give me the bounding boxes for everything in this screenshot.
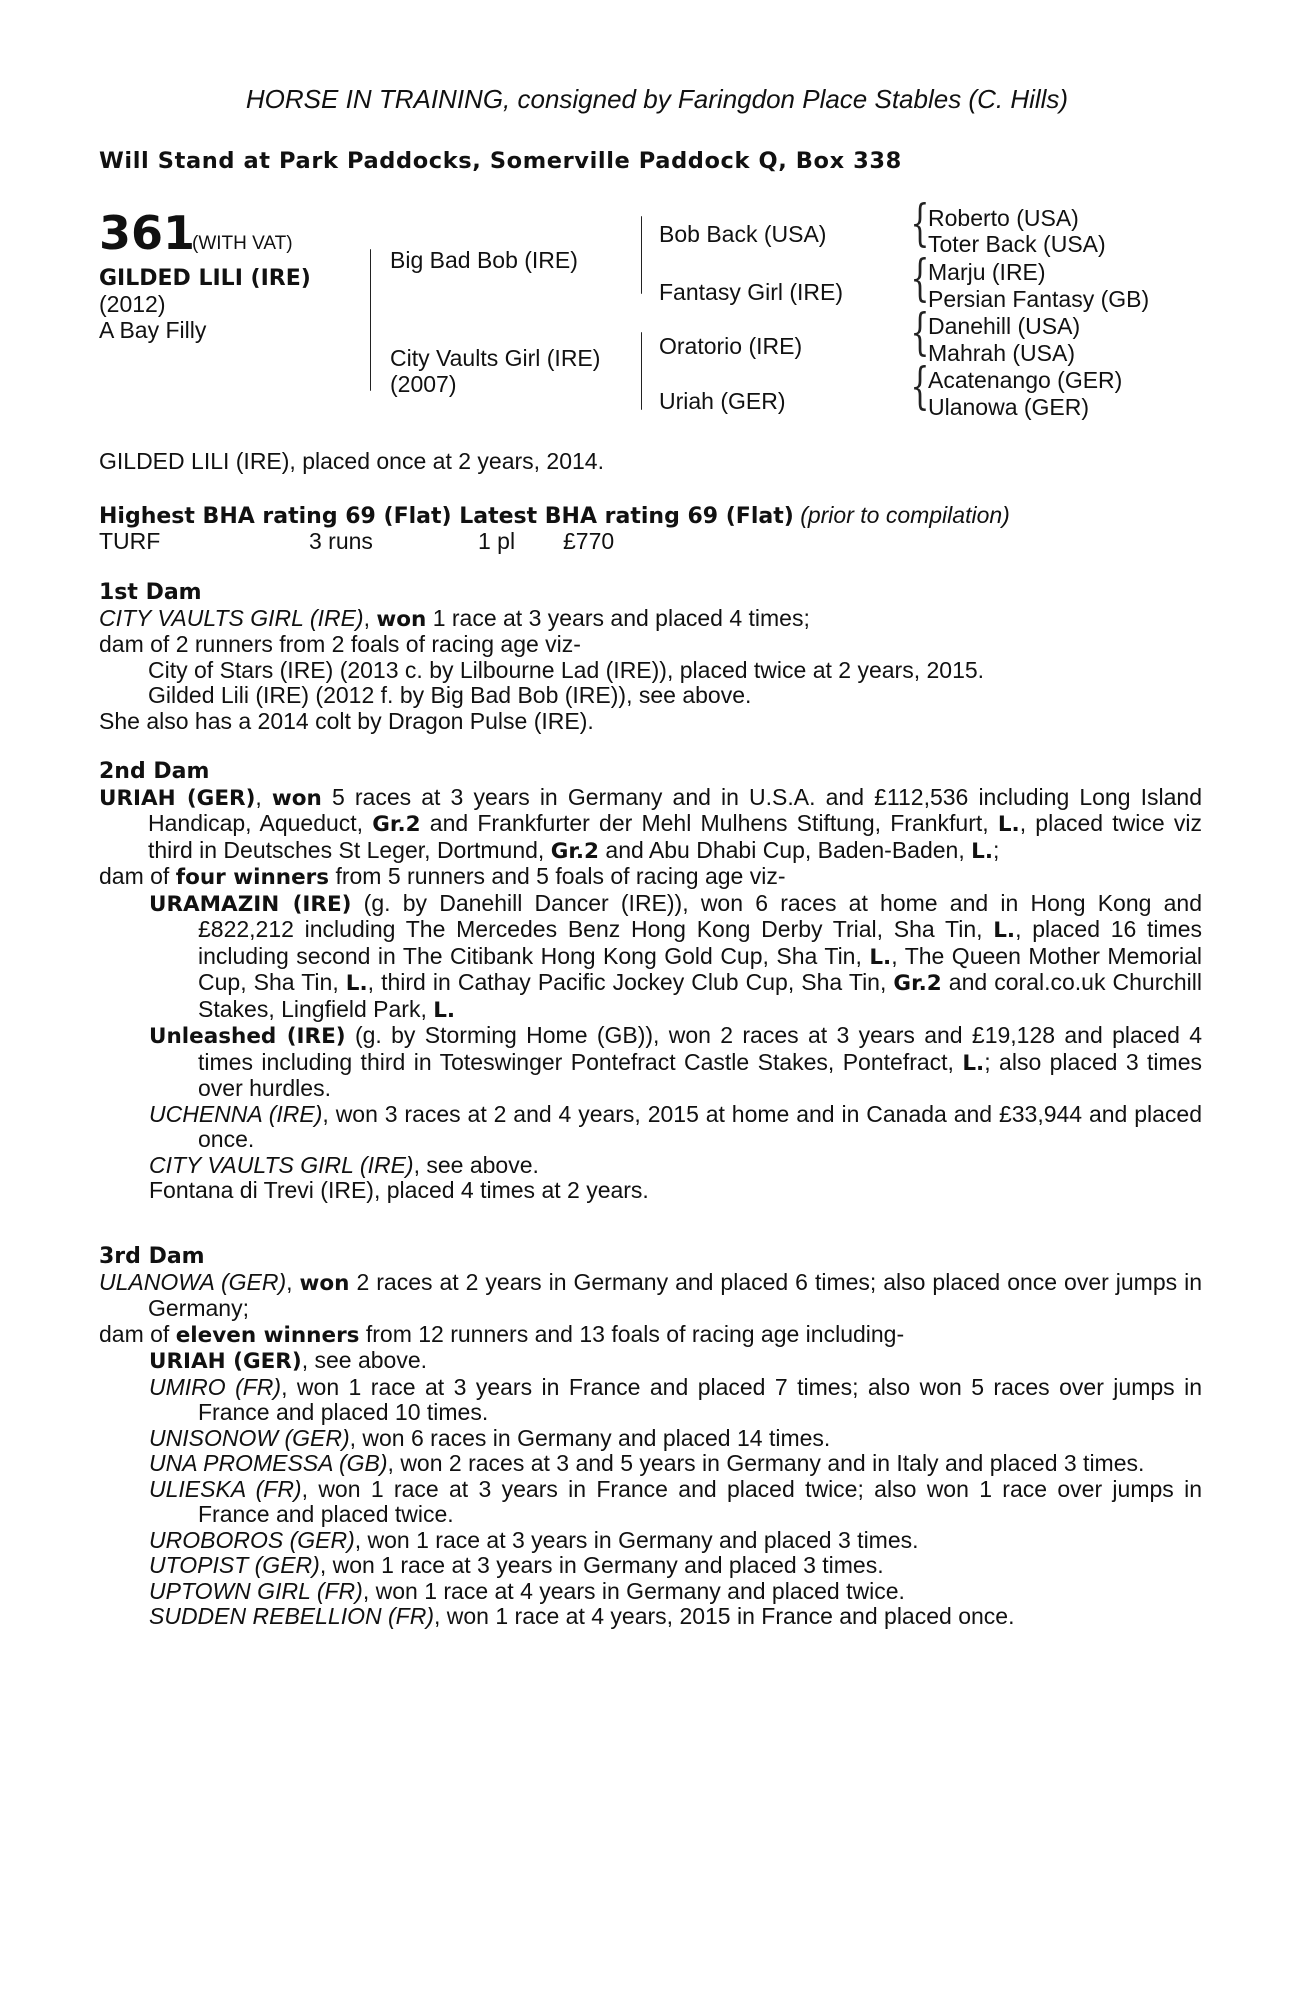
second-dam-dam-of: dam of four winners from 5 runners and 5 foals of racing age viz- — [99, 863, 786, 890]
bracket-1 — [370, 249, 371, 391]
third-dam-record: ULANOWA (GER), won 2 races at 2 years in Germany and placed 6 times; also placed once over jumps in Germany; — [99, 1268, 1202, 1321]
unleashed-entry: Unleashed (IRE) (g. by Storming Home (GB)), won 2 races at 3 years and £19,128 and placed 4 times including third in Toteswinger Pontefract Castle Stakes, Pontefract, L.; also placed 3 times over hurdles. — [149, 1022, 1202, 1101]
grandparent-3: Marju (IRE) — [928, 259, 1046, 285]
second-dam-heading: 2nd Dam — [99, 759, 210, 784]
dam-dam: Uriah (GER) — [659, 388, 786, 414]
first-dam-heading: 1st Dam — [99, 580, 202, 605]
first-dam-offspring-2: Gilded Lili (IRE) (2012 f. by Big Bad Bob (IRE)), see above. — [148, 682, 752, 708]
third-dam-section — [99, 1244, 1202, 1630]
first-dam-also: She also has a 2014 colt by Dragon Pulse (IRE). — [99, 707, 594, 734]
second-dam-record: URIAH (GER), won 5 races at 3 years in Germany and in U.S.A. and £112,536 including Long Island Handicap, Aqueduct, Gr.2 and Frankfurter der Mehl Mulhens Stiftung, Frankfurt, L., placed twice viz third in Deutsches St Leger, Dortmund, Gr.2 and Abu Dhabi Cup, Baden-Baden, L.; — [99, 783, 1203, 864]
first-dam-record: CITY VAULTS GIRL (IRE), won 1 race at 3 years and placed 4 times; — [99, 604, 810, 632]
progeny-entry: UNA PROMESSA (GB), won 2 races at 3 and 5 years in Germany and in Italy and placed 3 times. — [149, 1450, 1145, 1476]
grandparent-7: Acatenango (GER) — [928, 367, 1123, 393]
dam-year: (2007) — [390, 371, 457, 397]
rating-text: Highest BHA rating 69 (Flat) Latest BHA rating 69 (Flat) — [99, 504, 794, 529]
horse-year: (2012) — [99, 291, 166, 317]
second-dam-section — [99, 759, 1202, 1204]
brace-4: { — [910, 357, 930, 415]
horse-name: GILDED LILI (IRE) — [99, 266, 311, 291]
uriah-entry: URIAH (GER), see above. — [149, 1347, 427, 1374]
first-dam-offspring-1: City of Stars (IRE) (2013 c. by Lilbourne Lad (IRE)), placed twice at 2 years, 2015. — [148, 656, 985, 683]
first-dam-dam-of: dam of 2 runners from 2 foals of racing age viz- — [99, 631, 581, 657]
progeny-entry: UNISONOW (GER), won 6 races in Germany and placed 14 times. — [149, 1424, 831, 1451]
progeny-entry: UMIRO (FR), won 1 race at 3 years in France and placed 7 times; also won 5 races over jumps in France and placed 10 times. — [149, 1373, 1203, 1425]
grandparent-4: Persian Fantasy (GB) — [928, 286, 1150, 312]
runs: 3 runs — [309, 528, 373, 554]
bracket-2b — [641, 332, 642, 410]
rating-note: (prior to compilation) — [800, 502, 1010, 528]
summary-line: GILDED LILI (IRE), placed once at 2 years, 2014. — [99, 448, 604, 474]
earnings: £770 — [563, 528, 615, 554]
third-dam-heading: 3rd Dam — [99, 1244, 205, 1269]
location-line: Will Stand at Park Paddocks, Somerville Paddock Q, Box 338 — [99, 148, 902, 174]
lot-number: 361 — [99, 206, 196, 260]
consignment-title: HORSE IN TRAINING, consigned by Faringdon Place Stables (C. Hills) — [245, 84, 1069, 114]
progeny-entry: UPTOWN GIRL (FR), won 1 race at 4 years in Germany and placed twice. — [149, 1577, 905, 1604]
horse-description: A Bay Filly — [99, 317, 207, 343]
uramazin-entry: URAMAZIN (IRE) (g. by Danehill Dancer (IRE)), won 6 races at home and in Hong Kong and £822,212 including The Mercedes Benz Hong Kong Derby Trial, Sha Tin, L., placed 16 times including second in The Citibank Hong Kong Gold Cup, Sha Tin, L., The Queen Mother Memorial Cup, Sha Tin, L., third in Cathay Pacific Jockey Club Cup, Sha Tin, Gr.2 and coral.co.uk Churchill Stakes, Lingfield Park, L. — [149, 889, 1202, 1023]
sire-sire: Bob Back (USA) — [659, 221, 827, 247]
grandparent-2: Toter Back (USA) — [928, 231, 1106, 257]
first-dam-section — [99, 580, 1202, 734]
placed: 1 pl — [478, 528, 516, 554]
fontana-entry: Fontana di Trevi (IRE), placed 4 times at 2 years. — [149, 1177, 649, 1203]
progeny-entry: UROBOROS (GER), won 1 race at 3 years in Germany and placed 3 times. — [149, 1526, 919, 1553]
grandparent-6: Mahrah (USA) — [928, 340, 1075, 366]
sire: Big Bad Bob (IRE) — [390, 247, 578, 273]
brace-1: { — [910, 194, 930, 252]
uchenna-entry: UCHENNA (IRE), won 3 races at 2 and 4 years, 2015 at home and in Canada and £33,944 and placed once. — [149, 1100, 1202, 1152]
bracket-2a — [641, 216, 642, 294]
third-dam-dam-of: dam of eleven winners from 12 runners and 13 foals of racing age including- — [99, 1320, 905, 1348]
brace-2: { — [910, 249, 930, 307]
grandparent-8: Ulanowa (GER) — [928, 394, 1090, 420]
dam-sire: Oratorio (IRE) — [659, 333, 803, 359]
progeny-entry: SUDDEN REBELLION (FR), won 1 race at 4 years, 2015 in France and placed once. — [149, 1603, 1015, 1629]
rating-line — [99, 502, 1010, 529]
brace-3: { — [910, 303, 930, 361]
city-vaults-girl-entry: CITY VAULTS GIRL (IRE), see above. — [149, 1151, 539, 1178]
progeny-entry: UTOPIST (GER), won 1 race at 3 years in Germany and placed 3 times. — [149, 1552, 884, 1578]
progeny-entry: ULIESKA (FR), won 1 race at 3 years in France and placed twice; also won 1 race over jumps in France and placed twice. — [149, 1475, 1203, 1527]
grandparent-1: Roberto (USA) — [928, 205, 1079, 231]
vat-label: (WITH VAT) — [192, 233, 293, 254]
dam: City Vaults Girl (IRE) — [390, 345, 601, 371]
grandparent-5: Danehill (USA) — [928, 313, 1081, 339]
sire-dam: Fantasy Girl (IRE) — [659, 279, 844, 305]
surface: TURF — [99, 528, 161, 554]
